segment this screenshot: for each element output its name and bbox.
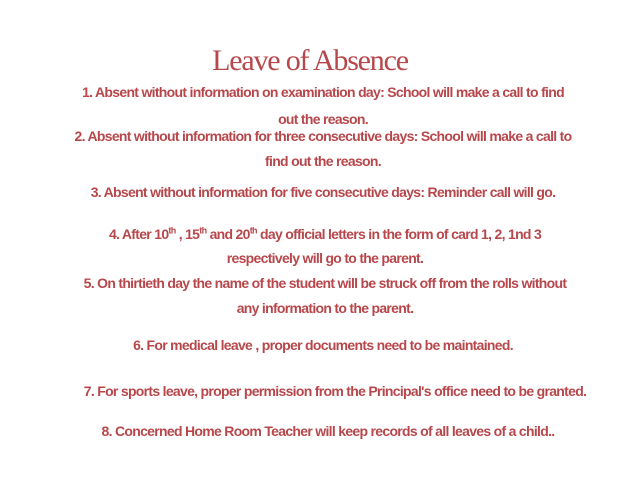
item-2-line-1: 2. Absent without information for three consecutive days: School will make a call to	[74, 128, 572, 144]
item-1-line-1: 1. Absent without information on examination day: School will make a call to find	[82, 84, 564, 100]
item-6-line-1: 6. For medical leave , proper documents need to be maintained.	[133, 337, 513, 353]
item-4-text-a: 4. After 10	[108, 226, 169, 242]
item-4-sup-b: th	[199, 225, 207, 236]
item-4-sup-a: th	[168, 225, 176, 236]
item-5-line-2: any information to the parent.	[236, 300, 414, 316]
item-1-line-2: out the reason.	[278, 111, 368, 127]
item-3-line-1: 3. Absent without information for five consecutive days: Reminder call will go.	[90, 184, 556, 200]
item-2-line-2: find out the reason.	[265, 153, 381, 169]
item-7-line-1: 7. For sports leave, proper permission from the Principal's office need to be granted.	[83, 383, 587, 399]
item-5-line-1: 5. On thirtieth day the name of the student will be struck off from the rolls without	[83, 275, 567, 291]
slide-title: Leave of Absence	[212, 44, 408, 77]
item-4-sup-c: th	[249, 225, 257, 236]
item-4-text-c: and 20	[206, 226, 250, 242]
item-4-line-2: respectively will go to the parent.	[226, 250, 424, 266]
item-8-line-1: 8. Concerned Home Room Teacher will keep records of all leaves of a child..	[101, 423, 555, 439]
item-4-line-1	[60, 226, 590, 243]
item-4-text-d: day official letters in the form of card 1, 2, 1nd 3	[256, 226, 542, 242]
item-4-text-b: , 15	[175, 226, 200, 242]
